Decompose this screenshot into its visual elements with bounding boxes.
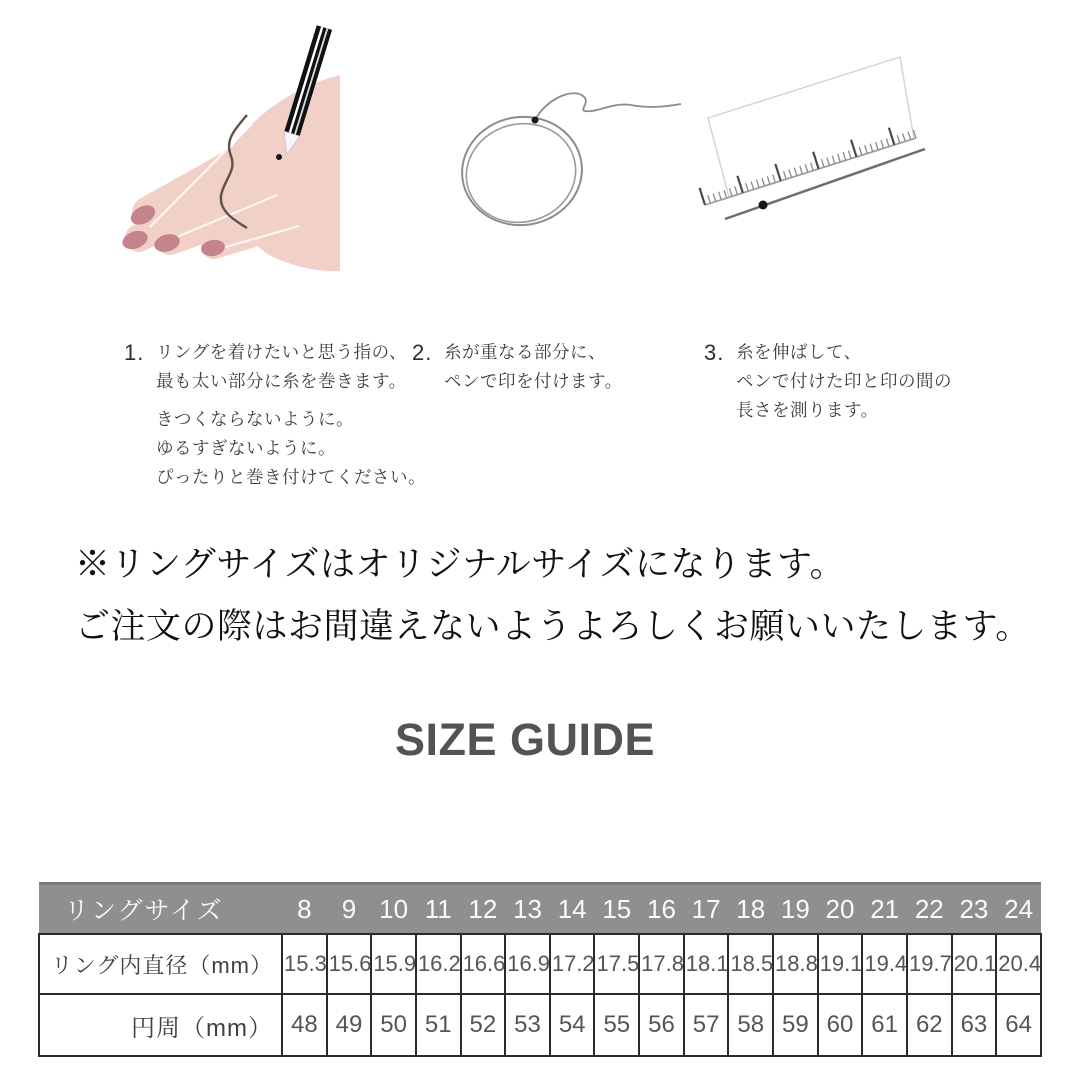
size-column-header: 13 xyxy=(505,884,550,935)
value-cell: 16.9 xyxy=(505,934,550,994)
value-cell: 19.1 xyxy=(818,934,863,994)
size-column-header: 17 xyxy=(684,884,729,935)
value-cell: 16.6 xyxy=(461,934,506,994)
step-3-line: 糸を伸ばして、 xyxy=(736,342,862,362)
size-column-header: 18 xyxy=(728,884,773,935)
size-guide-heading: SIZE GUIDE xyxy=(394,714,656,765)
value-cell: 19.4 xyxy=(862,934,907,994)
value-cell: 15.9 xyxy=(371,934,416,994)
value-cell: 63 xyxy=(952,994,997,1056)
value-cell: 58 xyxy=(728,994,773,1056)
size-column-header: 14 xyxy=(550,884,595,935)
value-cell: 51 xyxy=(416,994,461,1056)
value-cell: 16.2 xyxy=(416,934,461,994)
size-column-header: 15 xyxy=(594,884,639,935)
notice-line-1: ※リングサイズはオリジナルサイズになります。 xyxy=(75,545,846,584)
ink-mark-dot xyxy=(276,154,282,160)
size-column-header: 11 xyxy=(416,884,461,935)
size-column-header: 20 xyxy=(818,884,863,935)
size-column-header: 21 xyxy=(862,884,907,935)
value-cell: 50 xyxy=(371,994,416,1056)
size-column-header: 10 xyxy=(371,884,416,935)
value-cell: 48 xyxy=(282,994,327,1056)
value-cell: 54 xyxy=(550,994,595,1056)
value-cell: 15.3 xyxy=(282,934,327,994)
size-column-header: 23 xyxy=(952,884,997,935)
step-2-number: 2. xyxy=(412,340,433,365)
step-1-line: 最も太い部分に糸を巻きます。 xyxy=(156,371,407,391)
row-label: 円周（mm） xyxy=(39,994,282,1056)
value-cell: 17.8 xyxy=(639,934,684,994)
ink-mark-dot xyxy=(759,201,768,210)
step-3-line: 長さを測ります。 xyxy=(736,400,879,420)
value-cell: 61 xyxy=(862,994,907,1056)
step-1-tips xyxy=(156,405,426,492)
hand-with-pen-illustration xyxy=(95,15,355,325)
value-cell: 57 xyxy=(684,994,729,1056)
size-column-header: 12 xyxy=(461,884,506,935)
size-column-header: 22 xyxy=(907,884,952,935)
ring-size-table xyxy=(38,882,1042,1057)
value-cell: 20.4 xyxy=(996,934,1041,994)
ink-mark-dot xyxy=(532,117,539,124)
size-column-header: 24 xyxy=(996,884,1041,935)
step-1-tip-line: ゆるすぎないように。 xyxy=(156,438,336,458)
size-column-header: 19 xyxy=(773,884,818,935)
step-2-line: 糸が重なる部分に、 xyxy=(444,342,606,362)
size-table-header-label: リングサイズ xyxy=(39,884,282,935)
value-cell: 52 xyxy=(461,994,506,1056)
size-column-header: 8 xyxy=(282,884,327,935)
value-cell: 17.5 xyxy=(594,934,639,994)
value-cell: 56 xyxy=(639,994,684,1056)
value-cell: 59 xyxy=(773,994,818,1056)
step-1-line: リングを着けたいと思う指の、 xyxy=(156,342,407,362)
value-cell: 17.2 xyxy=(550,934,595,994)
step-1 xyxy=(124,338,454,492)
step-1-tip-line: ぴったりと巻き付けてください。 xyxy=(156,467,426,487)
value-cell: 18.1 xyxy=(684,934,729,994)
step-3-number: 3. xyxy=(704,340,725,365)
step-2 xyxy=(412,338,712,396)
step-2-line: ペンで印を付けます。 xyxy=(444,371,623,391)
notice-line-2: ご注文の際はお間違えないようよろしくお願いいたします。 xyxy=(75,607,1031,646)
value-cell: 20.1 xyxy=(952,934,997,994)
value-cell: 60 xyxy=(818,994,863,1056)
value-cell: 62 xyxy=(907,994,952,1056)
row-label: リング内直径（mm） xyxy=(39,934,282,994)
size-column-header: 16 xyxy=(639,884,684,935)
value-cell: 18.5 xyxy=(728,934,773,994)
value-cell: 49 xyxy=(327,994,372,1056)
value-cell: 64 xyxy=(996,994,1041,1056)
value-cell: 53 xyxy=(505,994,550,1056)
string-loop-illustration xyxy=(455,80,700,240)
size-column-header: 9 xyxy=(327,884,372,935)
size-header-row xyxy=(39,884,1041,935)
ruler-illustration xyxy=(695,40,1030,265)
ruler-icon xyxy=(700,57,925,219)
size-notice xyxy=(75,534,1065,658)
value-cell: 18.8 xyxy=(773,934,818,994)
step-1-tip-line: きつくならないように。 xyxy=(156,409,354,429)
step-1-number: 1. xyxy=(124,340,145,365)
value-cell: 15.6 xyxy=(327,934,372,994)
step-3-line: ペンで付けた印と印の間の xyxy=(736,371,952,391)
table-row-diameter xyxy=(39,934,1041,994)
table-row-circumference xyxy=(39,994,1041,1056)
value-cell: 19.7 xyxy=(907,934,952,994)
value-cell: 55 xyxy=(594,994,639,1056)
string-loop-icon xyxy=(455,93,681,234)
step-3 xyxy=(704,338,1034,425)
